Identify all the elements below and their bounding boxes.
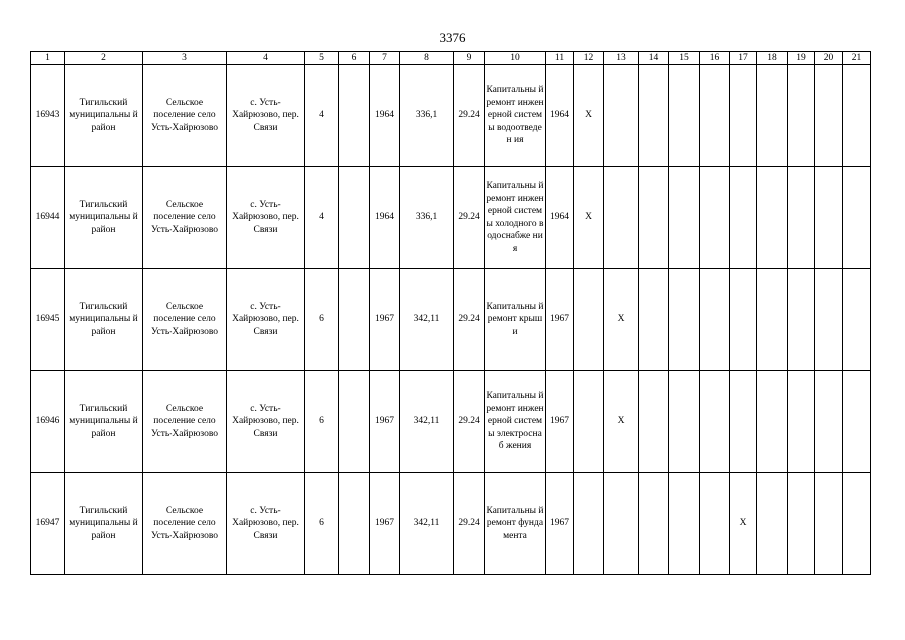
table-row [31, 65, 871, 167]
cell-16 [700, 371, 730, 473]
row-id: 16945 [31, 269, 65, 371]
cell-21 [843, 269, 871, 371]
cell-5: 4 [305, 65, 339, 167]
column-header: 21 [843, 52, 871, 65]
table-row [31, 269, 871, 371]
cell-12 [574, 473, 604, 575]
cell-19 [788, 167, 815, 269]
cell-15 [669, 65, 700, 167]
cell-6 [339, 167, 370, 269]
work-type: Капитальны й ремонт фундамента [485, 473, 546, 575]
settlement: Сельское поселение село Усть-Хайрюзово [143, 269, 227, 371]
cell-16 [700, 167, 730, 269]
area: 336,1 [400, 65, 454, 167]
address: с. Усть-Хайрюзово, пер. Связи [227, 371, 305, 473]
cell-13 [604, 65, 639, 167]
cell-15 [669, 473, 700, 575]
municipal-district: Тигильский муниципальны й район [65, 371, 143, 473]
cell-20 [815, 371, 843, 473]
cell-14 [639, 65, 669, 167]
cell-14 [639, 269, 669, 371]
area: 342,11 [400, 371, 454, 473]
year-built: 1967 [370, 473, 400, 575]
area: 342,11 [400, 269, 454, 371]
column-header: 18 [757, 52, 788, 65]
cell-6 [339, 65, 370, 167]
year-built: 1967 [370, 371, 400, 473]
cell-20 [815, 65, 843, 167]
cell-14 [639, 473, 669, 575]
cell-12 [574, 371, 604, 473]
cell-11: 1964 [546, 167, 574, 269]
cell-14 [639, 371, 669, 473]
work-type: Капитальны й ремонт крыши [485, 269, 546, 371]
cell-5: 6 [305, 269, 339, 371]
settlement: Сельское поселение село Усть-Хайрюзово [143, 167, 227, 269]
cell-13: X [604, 371, 639, 473]
column-header: 17 [730, 52, 757, 65]
cell-16 [700, 65, 730, 167]
cell-18 [757, 167, 788, 269]
cell-6 [339, 269, 370, 371]
cell-15 [669, 371, 700, 473]
cell-16 [700, 473, 730, 575]
column-header: 15 [669, 52, 700, 65]
column-header: 5 [305, 52, 339, 65]
cell-11: 1967 [546, 473, 574, 575]
cell-17: X [730, 473, 757, 575]
area: 336,1 [400, 167, 454, 269]
year-built: 1964 [370, 65, 400, 167]
column-header: 1 [31, 52, 65, 65]
year-built: 1964 [370, 167, 400, 269]
table-row [31, 473, 871, 575]
column-header: 10 [485, 52, 546, 65]
address: с. Усть-Хайрюзово, пер. Связи [227, 65, 305, 167]
row-id: 16943 [31, 65, 65, 167]
address: с. Усть-Хайрюзово, пер. Связи [227, 269, 305, 371]
cell-21 [843, 371, 871, 473]
cell-6 [339, 473, 370, 575]
column-header: 7 [370, 52, 400, 65]
cell-9: 29.24 [454, 473, 485, 575]
column-header: 6 [339, 52, 370, 65]
column-header: 14 [639, 52, 669, 65]
cell-17 [730, 269, 757, 371]
column-header: 9 [454, 52, 485, 65]
work-type: Капитальны й ремонт инженерной системы водоотведен ия [485, 65, 546, 167]
table-row [31, 167, 871, 269]
cell-20 [815, 473, 843, 575]
column-header: 8 [400, 52, 454, 65]
municipal-district: Тигильский муниципальны й район [65, 167, 143, 269]
cell-15 [669, 269, 700, 371]
cell-21 [843, 473, 871, 575]
cell-13: X [604, 269, 639, 371]
cell-19 [788, 269, 815, 371]
column-header: 12 [574, 52, 604, 65]
municipal-district: Тигильский муниципальны й район [65, 473, 143, 575]
cell-12: X [574, 167, 604, 269]
cell-20 [815, 269, 843, 371]
page-number: 3376 [439, 30, 466, 45]
data-table [30, 51, 871, 575]
cell-15 [669, 167, 700, 269]
column-number-row [31, 52, 871, 65]
area: 342,11 [400, 473, 454, 575]
column-header: 11 [546, 52, 574, 65]
cell-9: 29.24 [454, 65, 485, 167]
column-header: 3 [143, 52, 227, 65]
cell-13 [604, 167, 639, 269]
cell-17 [730, 371, 757, 473]
cell-17 [730, 167, 757, 269]
cell-5: 4 [305, 167, 339, 269]
cell-11: 1967 [546, 269, 574, 371]
address: с. Усть-Хайрюзово, пер. Связи [227, 167, 305, 269]
cell-19 [788, 473, 815, 575]
column-header: 2 [65, 52, 143, 65]
cell-18 [757, 473, 788, 575]
column-header: 16 [700, 52, 730, 65]
address: с. Усть-Хайрюзово, пер. Связи [227, 473, 305, 575]
table-row [31, 371, 871, 473]
cell-9: 29.24 [454, 269, 485, 371]
column-header: 20 [815, 52, 843, 65]
row-id: 16946 [31, 371, 65, 473]
column-header: 19 [788, 52, 815, 65]
cell-5: 6 [305, 371, 339, 473]
cell-12 [574, 269, 604, 371]
year-built: 1967 [370, 269, 400, 371]
settlement: Сельское поселение село Усть-Хайрюзово [143, 371, 227, 473]
cell-9: 29.24 [454, 167, 485, 269]
municipal-district: Тигильский муниципальны й район [65, 269, 143, 371]
municipal-district: Тигильский муниципальны й район [65, 65, 143, 167]
cell-21 [843, 65, 871, 167]
settlement: Сельское поселение село Усть-Хайрюзово [143, 65, 227, 167]
cell-19 [788, 65, 815, 167]
cell-17 [730, 65, 757, 167]
row-id: 16947 [31, 473, 65, 575]
cell-5: 6 [305, 473, 339, 575]
cell-20 [815, 167, 843, 269]
cell-18 [757, 65, 788, 167]
work-type: Капитальны й ремонт инженерной системы электроснаб жения [485, 371, 546, 473]
work-type: Капитальны й ремонт инженерной системы холодного водоснабже ния [485, 167, 546, 269]
column-header: 4 [227, 52, 305, 65]
cell-18 [757, 269, 788, 371]
cell-14 [639, 167, 669, 269]
column-header: 13 [604, 52, 639, 65]
settlement: Сельское поселение село Усть-Хайрюзово [143, 473, 227, 575]
cell-11: 1967 [546, 371, 574, 473]
cell-19 [788, 371, 815, 473]
cell-21 [843, 167, 871, 269]
cell-9: 29.24 [454, 371, 485, 473]
cell-6 [339, 371, 370, 473]
cell-13 [604, 473, 639, 575]
cell-16 [700, 269, 730, 371]
row-id: 16944 [31, 167, 65, 269]
cell-12: X [574, 65, 604, 167]
cell-18 [757, 371, 788, 473]
cell-11: 1964 [546, 65, 574, 167]
